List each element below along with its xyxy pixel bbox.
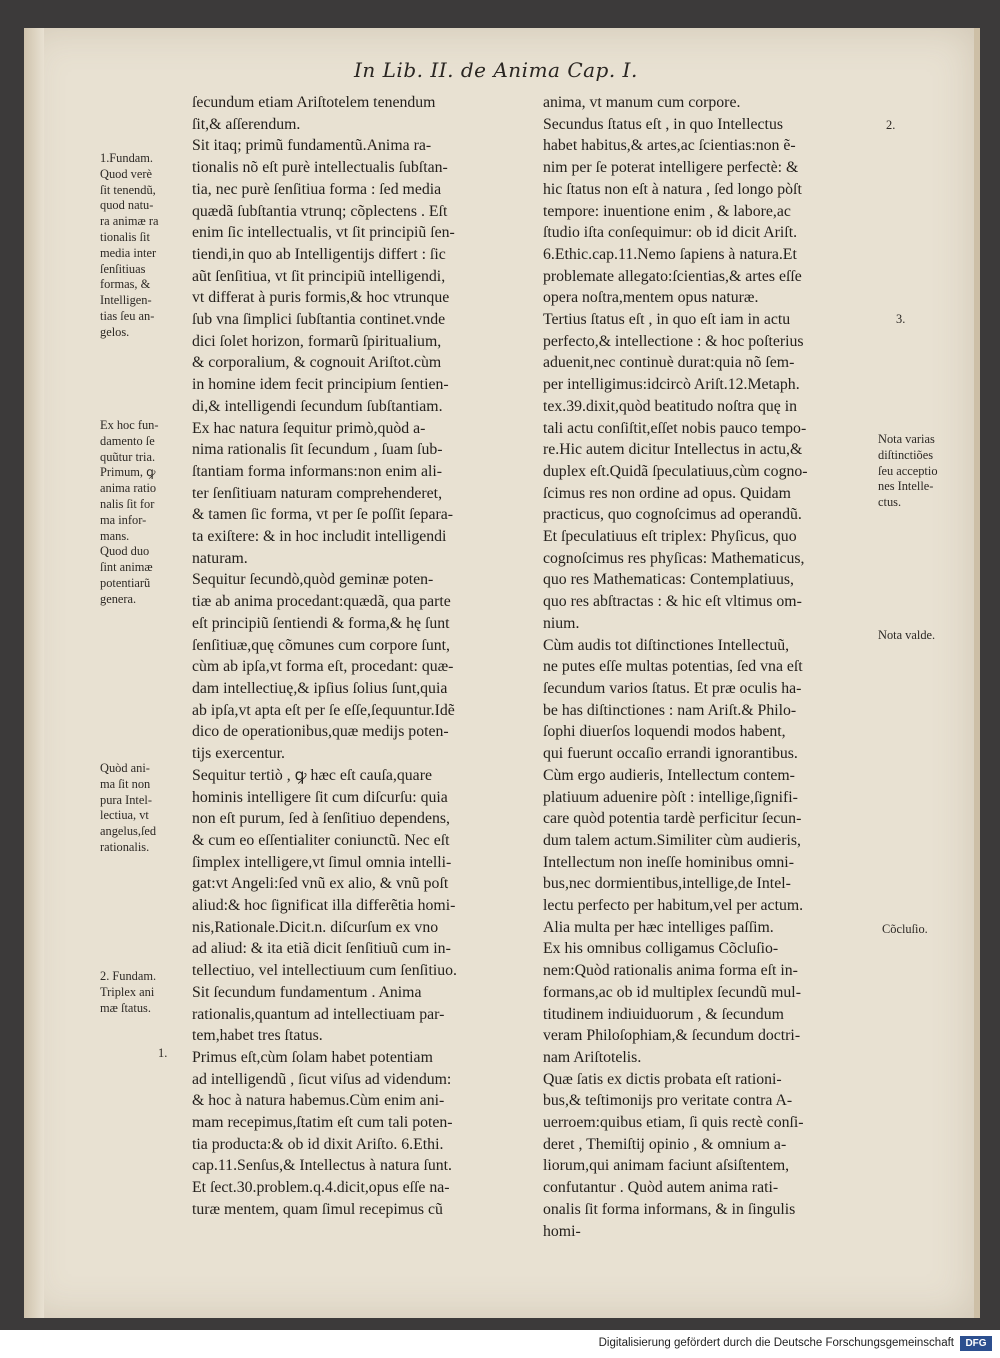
margin-note-line: 1.Fundam. (100, 151, 154, 165)
right-column-line: bus,nec dormientibus,intellige,de Intel- (543, 875, 791, 893)
right-column-line: problemate allegato:ſcientias,& artes eſſe (543, 267, 802, 285)
right-column-line: Quæ ſatis ex dictis probata eſt rationi- (543, 1070, 782, 1088)
margin-note-line: rationalis. (100, 839, 150, 854)
left-column-line: & hoc à natura habemus.Cùm enim ani- (192, 1092, 445, 1110)
left-column-line: vt differat à puris formis,& hoc vtrunque (192, 289, 450, 307)
right-column-line: practicus, quo cognoſcimus ad operandũ. (543, 506, 802, 524)
margin-note-line: ſeu acceptio (878, 463, 938, 478)
margin-note-line: tias ſeu an- (100, 308, 155, 323)
margin-note-line: nes Intelle- (878, 479, 934, 494)
margin-note-line: 3. (896, 312, 906, 326)
margin-note-line: Nota varias (878, 432, 935, 446)
right-column-line: Secundus ſtatus eſt , in quo Intellectus (543, 115, 783, 133)
left-column-line: in homine idem fecit principium ſentien- (192, 376, 449, 394)
margin-note-line: Quod verè (100, 166, 152, 181)
margin-note-line: diſtinctiões (878, 447, 934, 462)
right-column-line: tex.39.dixit,quòd beatitudo noſtra quę in (543, 397, 798, 415)
left-column-line: tiæ ab anima procedant:quædã, qua parte (192, 593, 451, 611)
left-column-line: nis,Rationale.Dicit.n. diſcurſum ex vno (192, 918, 439, 936)
left-column-line: ſit,& aſſerendum. (192, 115, 301, 133)
right-column-line: onalis ſit forma informans, & in ſingulis (543, 1200, 796, 1218)
left-column-line: tem,habet tres ſtatus. (192, 1027, 323, 1045)
right-column-line: be has diſtinctiones : nam Ariſt.& Philo- (543, 701, 797, 719)
left-column-line: gat:vt Angeli:ſed vnũ ex alio, & vnũ poſt (192, 875, 449, 893)
right-column-line: care quòd potentia tardè perficitur ſecun- (543, 810, 802, 828)
right-column-line: homi- (543, 1222, 581, 1240)
left-column-line: turæ mentem, quam ſimul recepimus cũ (192, 1200, 443, 1218)
margin-note-line: mans. (100, 528, 130, 543)
left-column-line: ſtantiam forma informans:non enim ali- (192, 462, 443, 480)
margin-note-line: Ex hoc fun- (100, 418, 159, 432)
margin-note-fundamentum-1 (100, 151, 190, 341)
right-column-line: deret , Themiſtij opinio , & omnium a- (543, 1135, 787, 1153)
right-column-line: Cùm ergo audieris, Intellectum contem- (543, 766, 795, 784)
margin-note-distinctiones (878, 432, 978, 511)
page-gutter (24, 28, 44, 1318)
right-column-line: aduenit,nec continuè durat:quia nõ ſem- (543, 354, 795, 372)
left-column-line: nima rationalis ſit ſecundum , ſuam ſub- (192, 441, 443, 459)
right-column-line: Ex his omnibus colligamus Cõcluſio- (543, 940, 779, 958)
running-header: In Lib. II. de Anima Cap. I. (354, 58, 638, 82)
right-column-line: dum talem actum.Similiter cùm audieris, (543, 831, 801, 849)
left-column-line: ad intelligendũ , ſicut viſus ad videndum: (192, 1070, 452, 1088)
margin-note-line: formas, & (100, 277, 151, 292)
margin-note-line: Quòd ani- (100, 761, 150, 775)
margin-note-line: damento ſe (100, 433, 155, 448)
margin-note-line: ſenſitiuas (100, 261, 146, 276)
right-column-line: ſophi diuerſos loquendi modos habent, (543, 723, 786, 741)
margin-note-line: quod natu- (100, 198, 154, 213)
right-column-line: re.Hic autem dicitur Intellectus in actu,& (543, 441, 803, 459)
margin-note-line: 1. (158, 1046, 168, 1060)
right-column-line: opera noſtra,mentem opus naturæ. (543, 289, 759, 307)
margin-note-line: ctus. (878, 495, 902, 510)
margin-note-line: Triplex ani (100, 984, 155, 999)
left-column-line: ad aliud: & ita etiã dicit ſenſitiuũ cum in- (192, 940, 451, 958)
left-column-line: Sequitur ſecundò,quòd geminæ poten- (192, 571, 434, 589)
right-column-line: nium. (543, 614, 580, 632)
margin-note-line: genera. (100, 591, 137, 606)
right-column-line: 6.Ethic.cap.11.Nemo ſapiens à natura.Et (543, 245, 797, 263)
margin-note-line: Cõcluſio. (882, 922, 928, 936)
margin-note-conclusio (882, 922, 982, 938)
margin-note-line: ſit tenendũ, (100, 182, 156, 197)
right-column-line: Cùm audis tot diſtinctiones Intellectuũ, (543, 636, 790, 654)
right-column-line: nim per ſe poterat intelligere perfectè: & (543, 159, 799, 177)
margin-note-line: 2. (886, 118, 896, 132)
margin-note-line: Intelligen- (100, 293, 152, 308)
margin-note-line: 2. Fundam. (100, 969, 157, 983)
margin-note-nota-valde (878, 628, 978, 644)
left-column-line: Sit itaq; primũ fundamentũ.Anima ra- (192, 137, 432, 155)
margin-note-line: tionalis ſit (100, 229, 150, 244)
left-column-line: naturam. (192, 549, 248, 567)
left-column-line: Sit ſecundum fundamentum . Anima (192, 983, 422, 1001)
right-column-line: veram Philoſophiam,& ſecundum doctri- (543, 1027, 801, 1045)
left-column-line: tia producta:& ob id dixit Ariſto. 6.Ethi. (192, 1135, 444, 1153)
left-column-line: Sequitur tertiò , ꝙ hæc eſt cauſa,quare (192, 766, 432, 784)
margin-note-tria (100, 418, 190, 608)
right-column-line: platiuum aduenire pòſt : intellige,ſignifi- (543, 788, 798, 806)
left-column-line: enim ſic intellectualis, vt ſit principiũ ſen- (192, 224, 455, 242)
left-column-line: tijs exercentur. (192, 745, 285, 763)
left-column-line: dam intellectiuę,& ipſius ſolius ſunt,quia (192, 679, 448, 697)
margin-note-line: ma infor- (100, 512, 147, 527)
left-column-line: tionalis nõ eſt purè intellectualis ſubſtan- (192, 159, 448, 177)
left-column-line: ſecundum etiam Ariſtotelem tenendum (192, 94, 436, 111)
left-column-line: eſt principiũ ſentiendi & forma,& hę ſunt (192, 614, 450, 632)
left-column-line: ſub vna ſimplici ſubſtantia continet.vnde (192, 311, 446, 329)
left-column-line: & cum eo eſſentialiter coniunctũ. Nec eſt (192, 831, 450, 849)
right-column-line: liorum,qui animam faciunt aſsiſtentem, (543, 1157, 790, 1175)
left-column-line: cùm ab ipſa,vt forma eſt, procedant: quæ- (192, 658, 454, 676)
footer-credit: Digitalisierung gefördert durch die Deutsche Forschungsgemeinschaft (598, 1337, 954, 1349)
left-column-line: mam recepimus,ſtatim eſt cum tali poten- (192, 1114, 453, 1132)
margin-note-line: gelos. (100, 324, 130, 339)
margin-note-line: anima ratio (100, 481, 157, 496)
margin-note-line: nalis ſit for (100, 496, 155, 511)
dfg-logo: DFG (960, 1336, 992, 1351)
right-column-line: Alia multa per hæc intelliges paſſim. (543, 918, 774, 936)
margin-note-fundamentum-2 (100, 969, 190, 1016)
left-column-line: quædã ſubſtantia vtrunq; cõplectens . Eſt (192, 202, 448, 220)
margin-note-line: Primum, ꝙ (100, 465, 156, 480)
left-column-line: dico de operationibus,quæ medijs poten- (192, 723, 449, 741)
right-column-line: ſcimus res non ordine ad opus. Quidam (543, 484, 791, 502)
left-column-line: ter ſenſitiuam naturam comprehenderet, (192, 484, 443, 502)
left-column-line: ſenſitiuæ,quę cõmunes cum corpore ſunt, (192, 636, 450, 654)
right-column-line: uerroem:quibus etiam, ſi quis rectè conſi- (543, 1114, 804, 1132)
right-column-line: formans,ac ob id multiplex ſecundũ mul- (543, 983, 801, 1001)
left-column-line: dici ſolet horizon, formarũ ſpiritualium, (192, 332, 442, 350)
right-column-line: ſecundum varios ſtatus. Et præ oculis ha- (543, 679, 802, 697)
right-column-line: bus,& teſtimonijs pro veritate contra A- (543, 1092, 793, 1110)
right-column-line: quo res abſtractas : & hic eſt vltimus om- (543, 593, 802, 611)
right-column-line: ſtudio iſta conſequimur: ob id dicit Ariſt. (543, 224, 798, 242)
left-column-line: hominis intelligere ſit cum diſcurſu: quia (192, 788, 448, 806)
right-column-line: Tertius ſtatus eſt , in quo eſt iam in actu (543, 311, 791, 329)
right-text-column (543, 92, 878, 1242)
right-column-line: perfecto,& intellectione : & hoc poſterius (543, 332, 804, 350)
left-column-line: ta exiſtere: & in hoc includit intelligendi (192, 528, 447, 546)
right-column-line: ne putes eſſe multas potentias, ſed vna eſt (543, 658, 803, 676)
right-column-line: nam Ariſtotelis. (543, 1048, 642, 1066)
left-column-line: aliud:& hoc ſignificat illa differẽtia homi- (192, 897, 456, 915)
margin-note-line: lectiua, vt (100, 808, 149, 823)
left-column-line: & tamen ſic forma, vt per ſe poſſit ſepara- (192, 506, 453, 524)
right-column-line: Intellectum non ineſſe hominibus omni- (543, 853, 794, 871)
right-column-line: per intelligimus:idcircò Ariſt.12.Metaph. (543, 376, 800, 394)
left-column-line: rationalis,quantum ad intellectiuam par- (192, 1005, 445, 1023)
margin-number-3 (896, 312, 996, 328)
margin-note-rationalis (100, 761, 190, 856)
left-column-line: aũt ſenſitiua, vt ſit principiũ intelligendi, (192, 267, 446, 285)
right-column-line: tempore: inuentione enim , & labore,ac (543, 202, 791, 220)
right-column-line: cognoſcimus res phyſicas: Mathematicus, (543, 549, 805, 567)
left-column-line: Ex hac natura ſequitur primò,quòd a- (192, 419, 426, 437)
right-column-line: hic ſtatus non eſt à natura , ſed longo pòſt (543, 180, 802, 198)
left-column-line: & corporalium, & cognouit Ariſtot.cùm (192, 354, 442, 372)
right-column-line: nem:Quòd rationalis anima forma eſt in- (543, 962, 798, 980)
right-column-line: qui fuerunt occaſio errandi ignorantibus. (543, 745, 798, 763)
right-column-line: habet habitus,& artes,ac ſcientias:non ẽ- (543, 137, 796, 155)
right-column-line: Et ſpeculatiuus eſt triplex: Phyſicus, quo (543, 528, 797, 546)
margin-number-2 (886, 118, 986, 134)
margin-number-1 (158, 1046, 248, 1062)
margin-note-line: pura Intel- (100, 792, 152, 807)
left-column-line: Et ſect.30.problem.q.4.dicit,opus eſſe na- (192, 1179, 450, 1197)
left-column-line: ab ipſa,vt apta eſt per ſe eſſe,ſequuntur.Idẽ (192, 701, 455, 719)
margin-note-line: Nota valde. (878, 628, 936, 642)
margin-note-line: Quod duo (100, 544, 150, 559)
margin-note-line: ſint animæ (100, 560, 153, 575)
left-column-line: di,& intelligendi ſecundum ſubſtantiam. (192, 397, 443, 415)
left-column-line: tia, nec purè ſenſitiua forma : ſed media (192, 180, 442, 198)
margin-note-line: angelus,ſed (100, 824, 157, 839)
margin-note-line: ma ſit non (100, 776, 151, 791)
right-column-line: anima, vt manum cum corpore. (543, 94, 741, 111)
right-column-line: duplex eſt.Quidã ſpeculatiuus,cùm cogno- (543, 462, 808, 480)
left-column-line: non eſt purum, ſed à ſenſitiuo dependens, (192, 810, 450, 828)
left-column-line: cap.11.Senſus,& Intellectus à natura ſunt. (192, 1157, 452, 1175)
right-column-line: tali actu conſiſtit,eſſet nobis pauco tempo- (543, 419, 807, 437)
right-column-line: confutantur . Quòd autem anima rati- (543, 1179, 779, 1197)
left-column-line: tellectiuo, vel intellectiuum cum ſenſitiuo. (192, 962, 457, 980)
right-column-line: titudinem indiuiduorum , & ſecundum (543, 1005, 784, 1023)
margin-note-line: potentiarũ (100, 575, 151, 590)
margin-note-line: ra animæ ra (100, 214, 159, 229)
right-column-line: quo res Mathematicas: Contemplatiuus, (543, 571, 794, 589)
margin-note-line: quũtur tria. (100, 449, 156, 464)
margin-note-line: mæ ſtatus. (100, 1000, 151, 1015)
digitization-footer (0, 1330, 1000, 1358)
left-column-line: ſimplex intelligere,vt ſimul omnia intelli- (192, 853, 452, 871)
margin-note-line: media inter (100, 245, 157, 260)
left-column-line: Primus eſt,cùm ſolam habet potentiam (192, 1048, 433, 1066)
left-column-line: tiendi,in quo ab Intelligentijs differt : ſic (192, 245, 446, 263)
right-column-line: lectu perfecto per habitum,vel per actum. (543, 897, 804, 915)
